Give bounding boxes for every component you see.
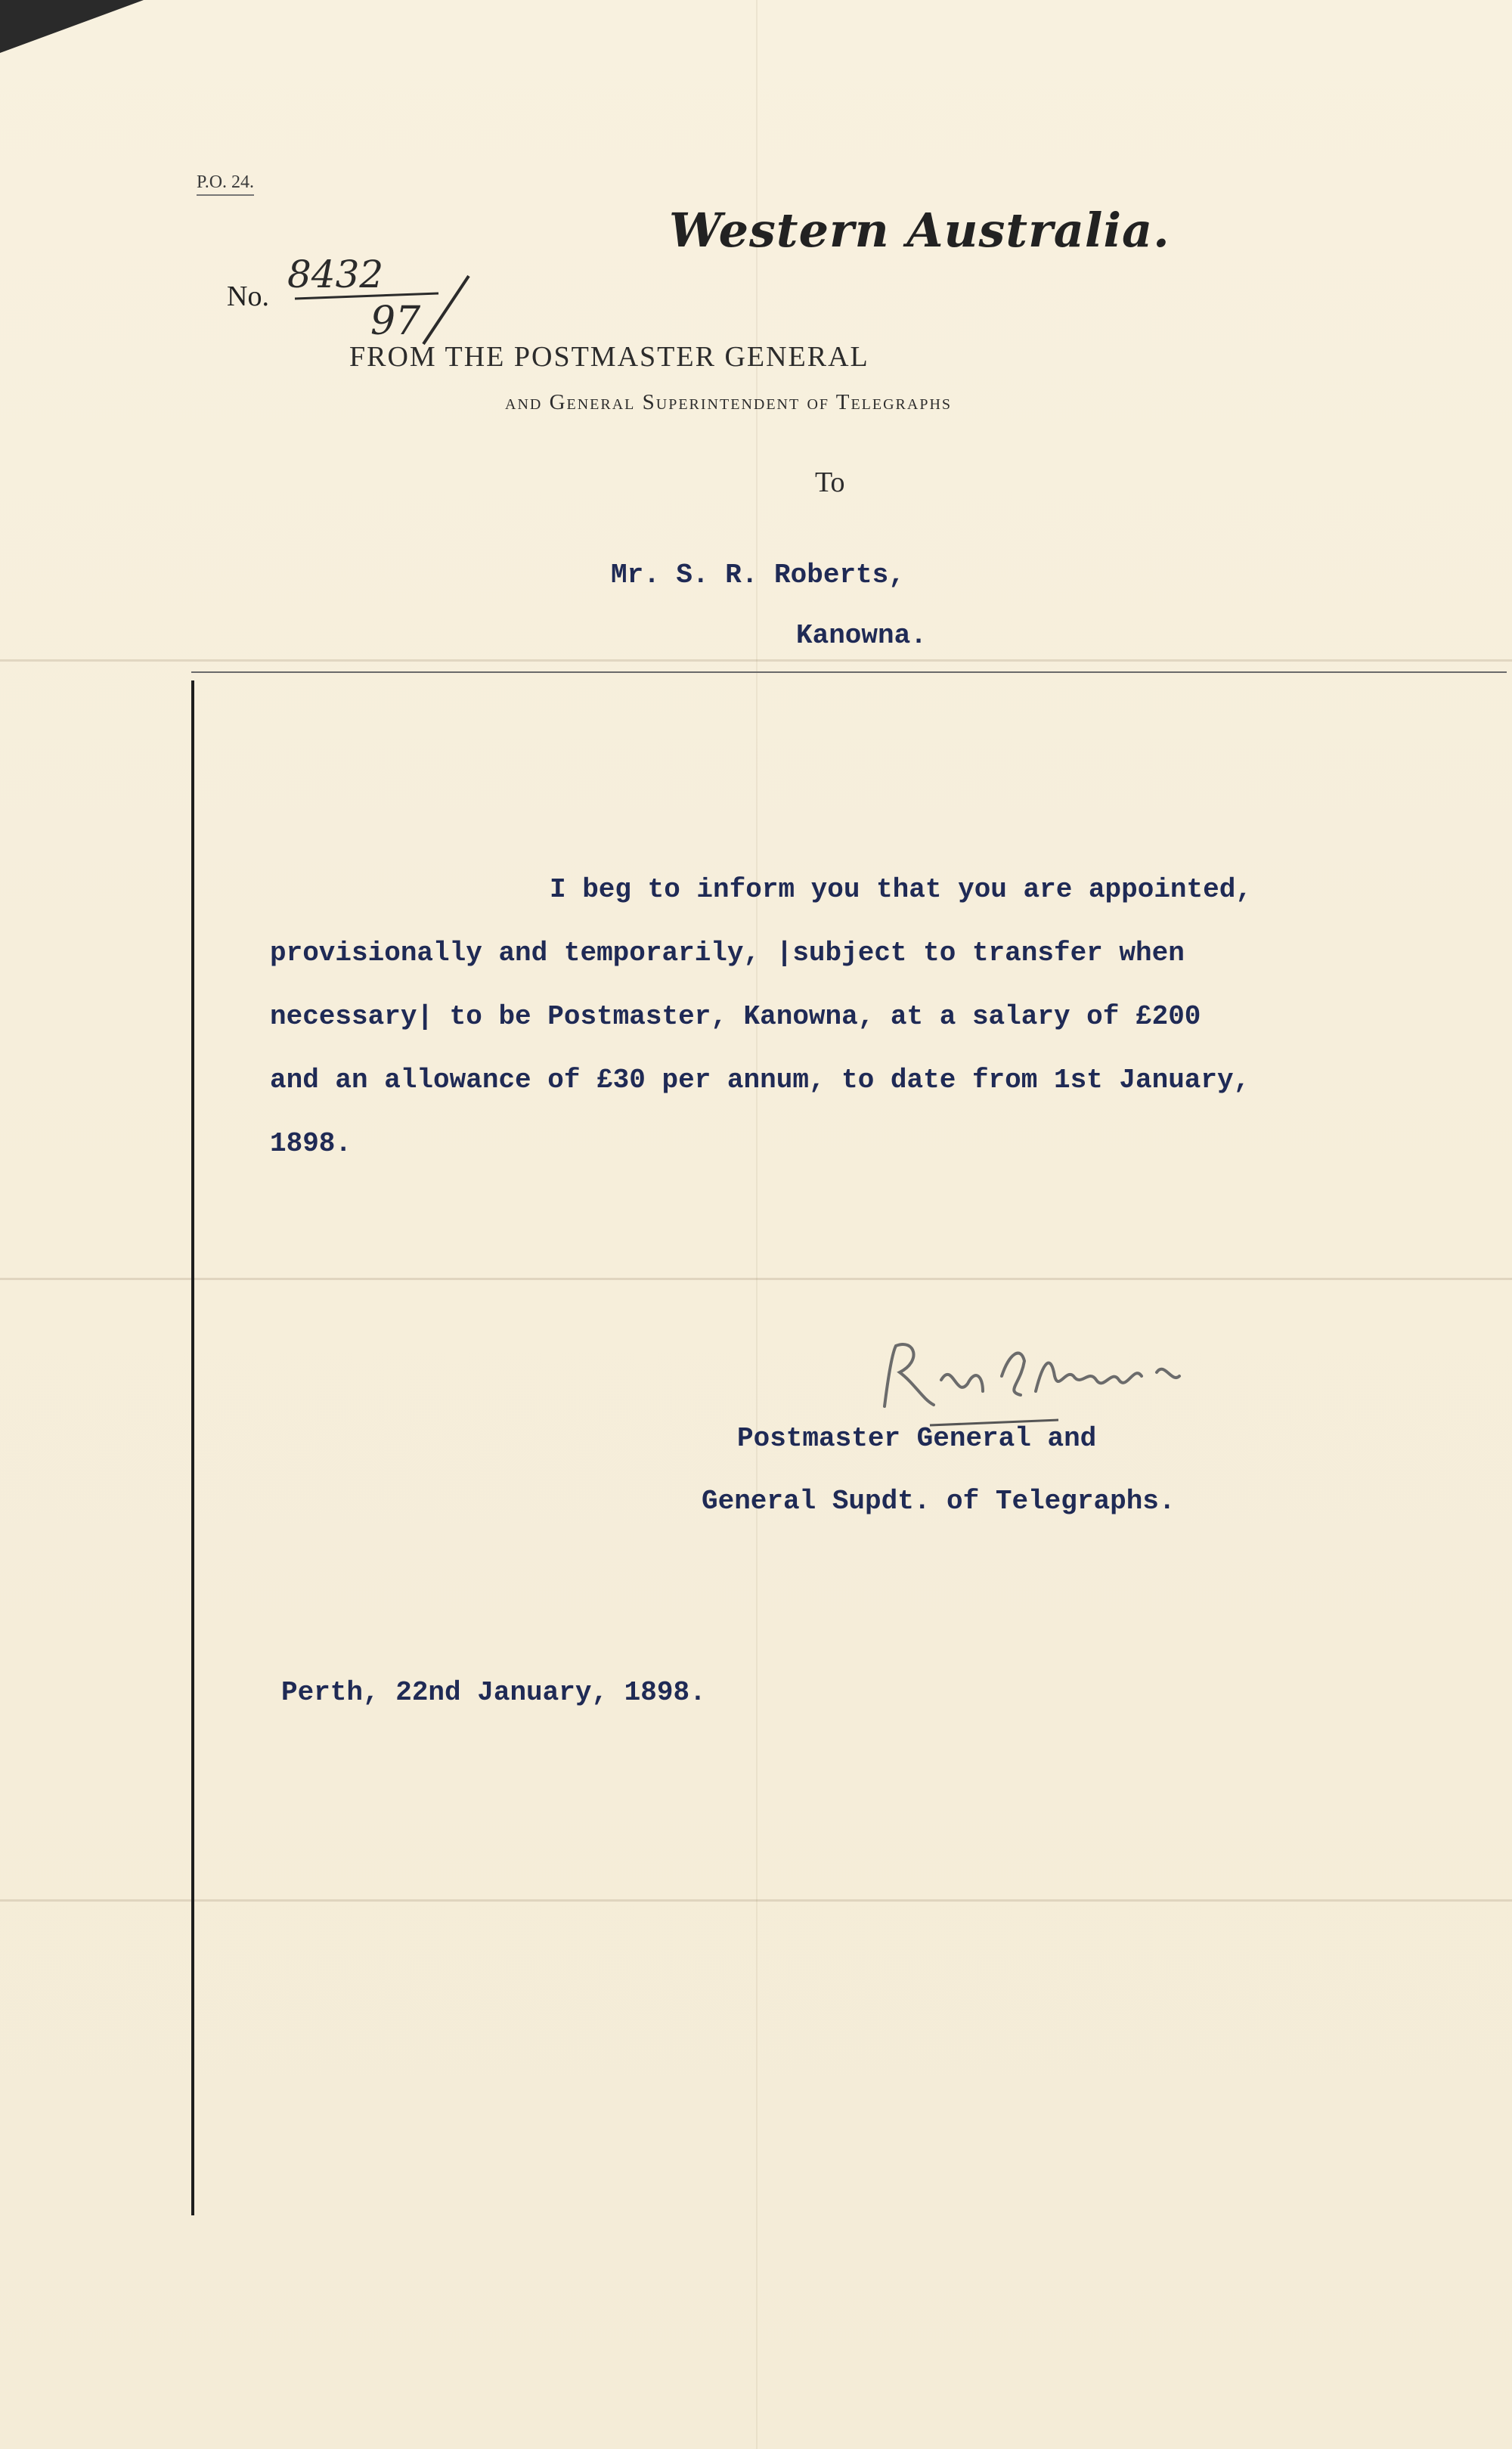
reference-label: No. [227, 281, 269, 312]
form-number: P.O. 24. [197, 172, 254, 196]
reference-number-top: 8432 [287, 253, 384, 296]
body-line: and an allowance of £30 per annum, to date from 1st January, [270, 1065, 1250, 1096]
letter-body [270, 858, 1419, 1176]
body-line: provisionally and temporarily, |subject to transfer when [270, 938, 1185, 969]
from-line: FROM THE POSTMASTER GENERAL [349, 341, 869, 373]
torn-corner [0, 0, 144, 53]
margin-line [191, 680, 194, 2215]
body-line: I beg to inform you that you are appointed, [550, 874, 1252, 905]
addressee-place: Kanowna. [796, 620, 927, 651]
reference-number-bottom: 97 [370, 299, 421, 344]
signatory-title-line2: General Supdt. of Telegraphs. [702, 1486, 1176, 1517]
dateline: Perth, 22nd January, 1898. [281, 1677, 706, 1708]
sub-line: and General Superintendent of Telegraphs [505, 390, 953, 414]
body-line: necessary| to be Postmaster, Kanowna, at a salary of £200 [270, 1001, 1201, 1032]
to-label: To [815, 467, 845, 498]
body-line: 1898. [270, 1128, 352, 1159]
header-rule [191, 671, 1507, 673]
addressee-name: Mr. S. R. Roberts, [611, 560, 905, 591]
letterhead-title: Western Australia. [669, 203, 1170, 258]
signatory-title-line1: Postmaster General and [737, 1423, 1097, 1454]
handwritten-signature [869, 1316, 1247, 1429]
